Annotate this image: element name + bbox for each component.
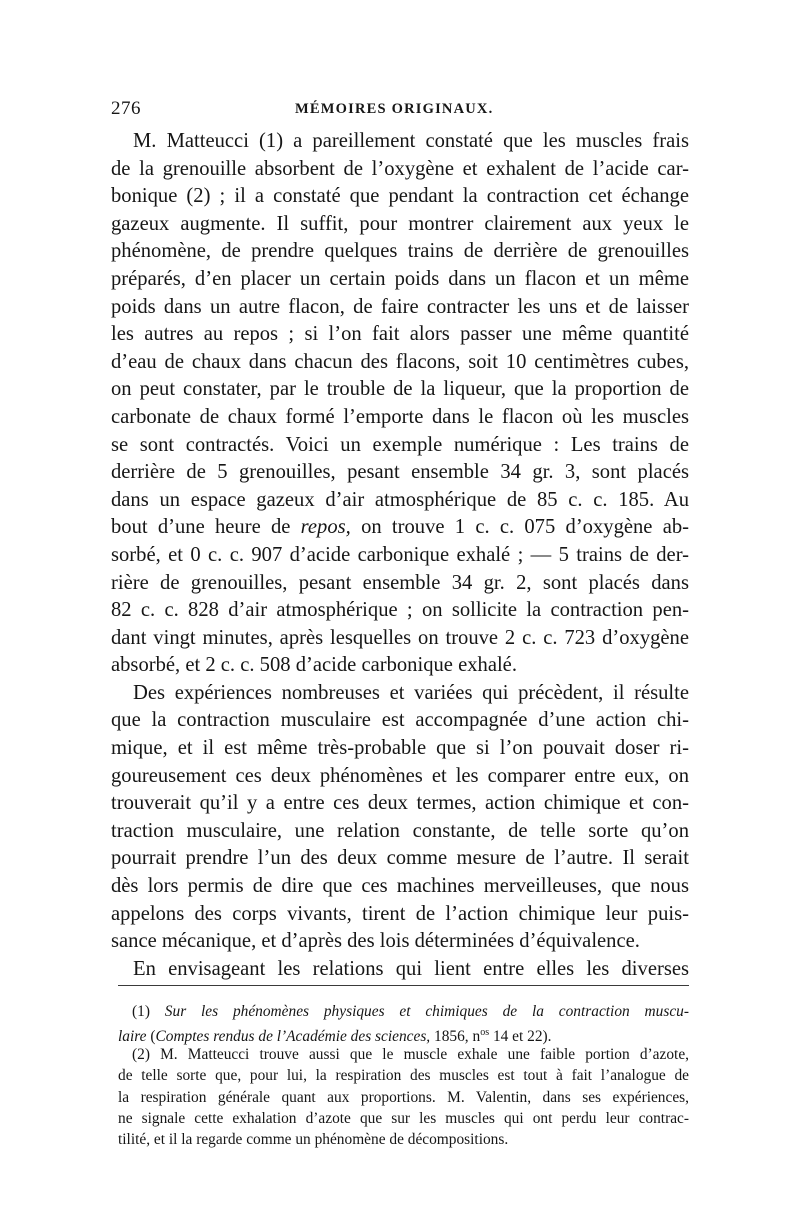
- body-text: [111, 128, 689, 983]
- footnotes: [118, 1001, 689, 1151]
- footnote-text: 14 et 22).: [489, 1028, 552, 1046]
- italic-word: repos,: [300, 516, 351, 539]
- footnote-line: [118, 1022, 689, 1046]
- text-line: sorbé, et 0 c. c. 907 d’acide carbonique exhalé ; — 5 trains de der-: [111, 543, 689, 566]
- text-line: En envisageant les relations qui lient entre elles les diverses: [133, 957, 689, 980]
- text-line: derrière de 5 grenouilles, pesant ensemble 34 gr. 3, sont placés: [111, 461, 689, 484]
- text-line: absorbé, et 2 c. c. 508 d’acide carbonique exhalé.: [111, 654, 517, 677]
- text-line: carbonate de chaux formé l’emporte dans le flacon où les muscles: [111, 405, 689, 428]
- text-line: les autres au repos ; si l’on fait alors passer une même quantité: [111, 323, 689, 346]
- page-number: 276: [111, 98, 141, 119]
- page-header: [111, 98, 689, 122]
- text-line: de la grenouille absorbent de l’oxygène et exhalent de l’acide car-: [111, 157, 689, 180]
- text-line: se sont contractés. Voici un exemple numérique : Les trains de: [111, 433, 689, 456]
- text-line: poids dans un autre flacon, de faire contracter les uns et de laisser: [111, 295, 689, 318]
- text-line: on peut constater, par le trouble de la liqueur, que la proportion de: [111, 378, 689, 401]
- footnote-superscript: os: [480, 1027, 490, 1039]
- footnote-marker: (1): [132, 1003, 165, 1020]
- text-line: d’eau de chaux dans chacun des flacons, soit 10 centimètres cubes,: [111, 350, 689, 373]
- text-segment: on trouve 1 c. c. 075 d’oxygène ab-: [361, 516, 689, 539]
- text-line: M. Matteucci (1) a pareillement constaté que les muscles frais: [133, 130, 689, 152]
- footnote-line: la respiration générale quant aux proportions. M. Valentin, dans ses expériences,: [118, 1088, 689, 1106]
- text-line: 82 c. c. 828 d’air atmosphérique ; on sollicite la contraction pen-: [111, 599, 689, 622]
- text-line: dès lors permis de dire que ces machines merveilleuses, que nous: [111, 875, 689, 898]
- footnote-line: (2) M. Matteucci trouve aussi que le muscle exhale une faible portion d’azote,: [132, 1045, 689, 1063]
- footnote-line: tilité, et il la regarde comme un phénomène de décompositions.: [118, 1131, 509, 1149]
- footnote-italic-text: Comptes rendus de l’Académie des sciences,: [155, 1028, 431, 1046]
- text-line: trouverait qu’il y a entre ces deux termes, action chimique et con-: [111, 792, 689, 815]
- text-line: appelons des corps vivants, tirent de l’action chimique leur puis-: [111, 902, 689, 925]
- footnote-line: de telle sorte que, pour lui, la respiration des muscles est tout à fait l’analogue de: [118, 1067, 689, 1085]
- text-line: dans un espace gazeux d’air atmosphérique de 85 c. c. 185. Au: [111, 488, 689, 511]
- text-segment: bout d’une heure de: [111, 516, 291, 539]
- text-line: rière de grenouilles, pesant ensemble 34 gr. 2, sont placés dans: [111, 571, 689, 594]
- text-line: phénomène, de prendre quelques trains de derrière de grenouilles: [111, 240, 689, 263]
- text-line: goureusement ces deux phénomènes et les comparer entre eux, on: [111, 764, 689, 787]
- text-line: préparés, d’en placer un certain poids dans un flacon et un même: [111, 267, 689, 290]
- text-line: [111, 514, 689, 542]
- footnote-text: 1856, n: [430, 1028, 481, 1046]
- footnote-line: ne signale cette exhalation d’azote que sur les muscles qui ont perdu leur contrac-: [118, 1109, 689, 1127]
- text-line: mique, et il est même très-probable que si l’on pouvait doser ri-: [111, 737, 689, 760]
- footnote-line: [118, 1001, 689, 1022]
- text-line: pourrait prendre l’un des deux comme mesure de l’autre. Il serait: [111, 847, 689, 870]
- text-line: dant vingt minutes, après lesquelles on trouve 2 c. c. 723 d’oxygène: [111, 626, 689, 649]
- text-line: sance mécanique, et d’après des lois déterminées d’équivalence.: [111, 930, 640, 953]
- text-line: bonique (2) ; il a constaté que pendant la contraction cet échange: [111, 185, 689, 208]
- footnote-rule: [118, 985, 689, 986]
- text-line: que la contraction musculaire est accompagnée d’une action chi-: [111, 709, 689, 732]
- text-line: traction musculaire, une relation constante, de telle sorte qu’on: [111, 819, 689, 842]
- footnote-italic-text: laire: [118, 1028, 147, 1046]
- text-line: gazeux augmente. Il suffit, pour montrer clairement aux yeux le: [111, 212, 689, 235]
- footnote-text: (: [146, 1028, 156, 1046]
- running-head: MÉMOIRES ORIGINAUX.: [295, 101, 494, 117]
- text-line: Des expériences nombreuses et variées qui précèdent, il résulte: [133, 681, 689, 704]
- footnote-italic-text: Sur les phénomènes physiques et chimiques de la contraction muscu-: [164, 1003, 690, 1020]
